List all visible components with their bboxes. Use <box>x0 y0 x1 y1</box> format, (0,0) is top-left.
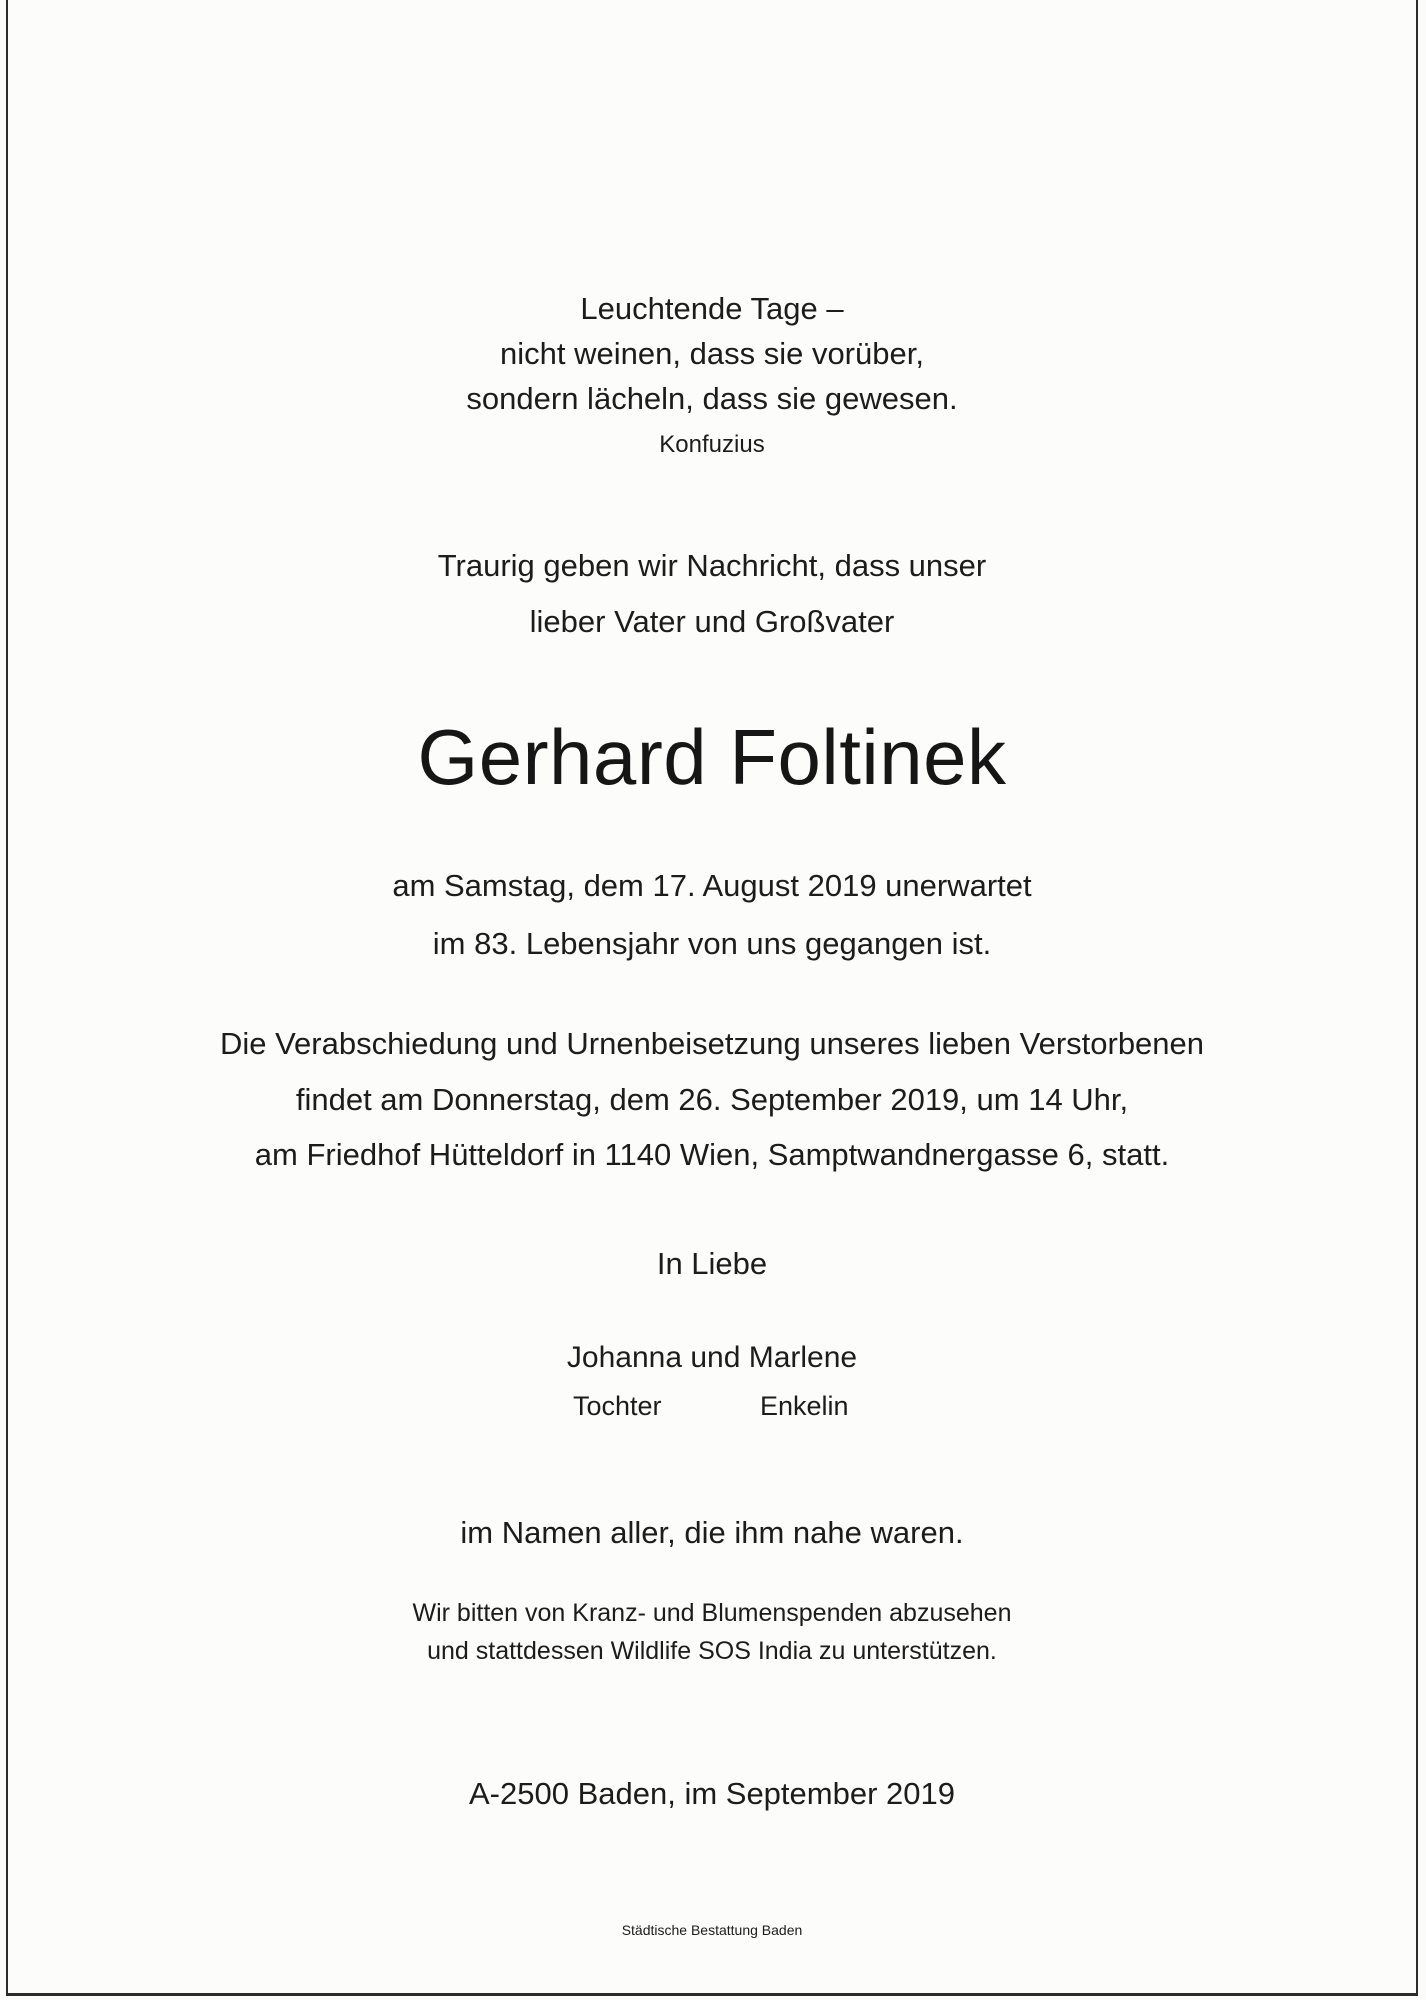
motto-author: Konfuzius <box>659 431 765 458</box>
ceremony-line-1: Die Verabschiedung und Urnenbeisetzung unseres lieben Verstorbenen <box>219 1026 1205 1061</box>
death-info-line-1: am Samstag, dem 17. August 2019 unerwartet <box>392 868 1032 903</box>
on-behalf-text: im Namen aller, die ihm nahe waren. <box>460 1515 964 1550</box>
role-granddaughter: Enkelin <box>760 1391 849 1421</box>
motto-line-1: Leuchtende Tage – <box>580 291 844 326</box>
place-date: A-2500 Baden, im September 2019 <box>469 1776 955 1811</box>
motto-line-3: sondern lächeln, dass sie gewesen. <box>466 381 958 416</box>
closing-text: In Liebe <box>656 1246 768 1281</box>
request-line-1: Wir bitten von Kranz- und Blumenspenden abzusehen <box>412 1599 1012 1627</box>
signatory-roles <box>8 1393 1416 1423</box>
request-line-2: und stattdessen Wildlife SOS India zu unterstützen. <box>427 1637 997 1665</box>
ceremony-line-2: findet am Donnerstag, dem 26. September 2019, um 14 Uhr, <box>295 1082 1129 1117</box>
deceased-name: Gerhard Foltinek <box>417 713 1007 801</box>
announcement-line-2: lieber Vater und Großvater <box>529 604 895 639</box>
obituary-card <box>6 0 1418 1996</box>
announcement-line-1: Traurig geben wir Nachricht, dass unser <box>437 548 987 583</box>
funeral-home-footer: Städtische Bestattung Baden <box>621 1922 803 1938</box>
ceremony-line-3: am Friedhof Hütteldorf in 1140 Wien, Samptwandnergasse 6, statt. <box>254 1137 1170 1172</box>
signatory-names: Johanna und Marlene <box>566 1341 858 1374</box>
motto-line-2: nicht weinen, dass sie vorüber, <box>500 336 924 371</box>
death-info-line-2: im 83. Lebensjahr von uns gegangen ist. <box>432 926 992 961</box>
role-daughter: Tochter <box>573 1391 662 1421</box>
